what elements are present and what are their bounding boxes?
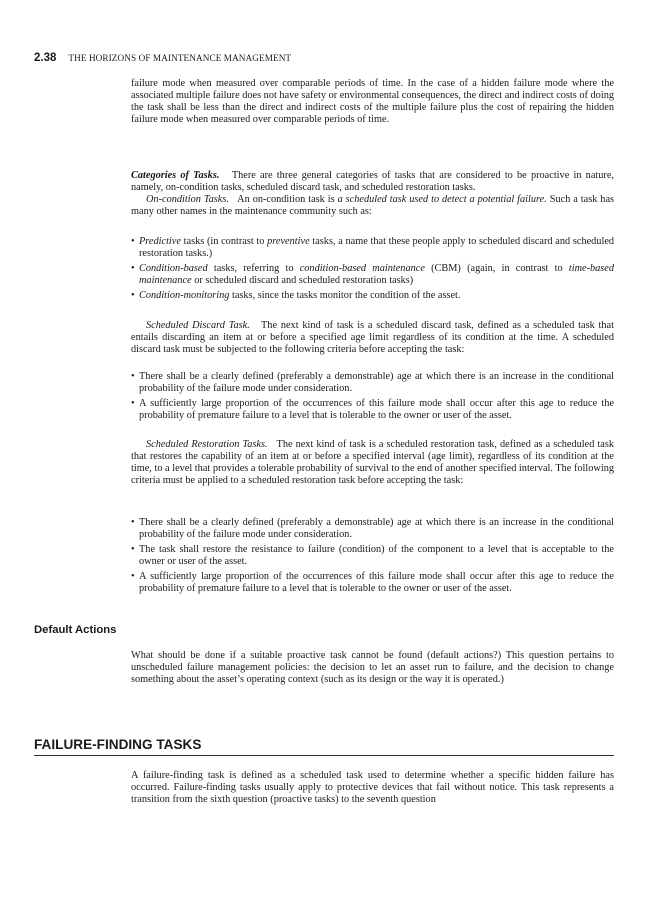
scheduled-discard-criteria	[131, 371, 614, 422]
categories-heading: Categories of Tasks.	[131, 170, 220, 181]
running-title: THE HORIZONS OF MAINTENANCE MANAGEMENT	[68, 53, 292, 63]
task-names-list	[131, 236, 614, 302]
intro-paragraph: failure mode when measured over comparable periods of time. In the case of a hidden failure mode where the associated multiple failure does not have safety or environmental consequences, the direct and indirect costs of doing the task shall be less than the direct and indirect costs of the multiple failure plus the cost of repairing the hidden failure mode when measured over comparable periods of time.	[131, 78, 614, 126]
scheduled-restoration-criteria	[131, 517, 614, 596]
scheduled-discard-heading: Scheduled Discard Task.	[146, 320, 250, 331]
scheduled-discard-paragraph: Scheduled Discard Task. The next kind of task is a scheduled discard task, defined as a scheduled task that entails discarding an item at or before a specified age limit regardless of its condition at the time. A scheduled discard task must be subjected to the following criteria before accepting the task:	[131, 320, 614, 356]
list-item: • A sufficiently large proportion of the occurrences of this failure mode shall occur after this age to reduce the probability of premature failure to a level that is tolerable to the owner or user of the asset.	[131, 571, 614, 595]
default-actions-paragraph: What should be done if a suitable proactive task cannot be found (default actions?) This question pertains to unscheduled failure management policies: the decision to let an asset run to failure, and the decision to change something about the asset’s operating context (such as its design or the way it is operated.)	[131, 650, 614, 686]
list-item: • A sufficiently large proportion of the occurrences of this failure mode shall occur after this age to reduce the probability of premature failure to a level that is tolerable to the owner or user of the asset.	[131, 398, 614, 422]
list-item: • Condition-based tasks, referring to condition-based maintenance (CBM) (again, in contrast to time-based maintenance or scheduled discard and scheduled restoration tasks)	[131, 263, 614, 287]
on-condition-text-2: Such a task has many other names in the maintenance community such as:	[131, 194, 615, 218]
running-header	[34, 48, 291, 66]
section-rule	[34, 755, 614, 756]
categories-section	[131, 170, 614, 218]
list-item: • The task shall restore the resistance to failure (condition) of the component to a level that is acceptable to the owner or user of the asset.	[131, 544, 614, 568]
list-item: • Predictive tasks (in contrast to preventive tasks, a name that these people apply to scheduled discard and scheduled restoration tasks.)	[131, 236, 614, 260]
failure-finding-block	[131, 770, 614, 806]
list-item: • Condition-monitoring tasks, since the tasks monitor the condition of the asset.	[131, 290, 614, 302]
list-item: • There shall be a clearly defined (preferably a demonstrable) age at which there is an increase in the conditional probability of the failure mode under consideration.	[131, 517, 614, 541]
page-number: 2.38	[34, 52, 57, 64]
default-actions-heading: Default Actions	[34, 624, 117, 636]
scheduled-restoration-section	[131, 439, 614, 487]
list-item: • There shall be a clearly defined (preferably a demonstrable) age at which there is an increase in the conditional probability of the failure mode under consideration.	[131, 371, 614, 395]
scheduled-restoration-heading: Scheduled Restoration Tasks.	[146, 439, 268, 450]
failure-finding-heading: FAILURE-FINDING TASKS	[34, 737, 202, 752]
scheduled-discard-section	[131, 320, 614, 356]
on-condition-text: An on-condition task is	[237, 194, 335, 206]
on-condition-paragraph	[131, 194, 614, 218]
categories-paragraph	[131, 170, 614, 194]
on-condition-heading: On-condition Tasks.	[146, 194, 229, 206]
failure-finding-paragraph: A failure-finding task is defined as a scheduled task used to determine whether a specific hidden failure has occurred. Failure-finding tasks usually apply to protective devices that fail without notice. This task represents a transition from the sixth question (proactive tasks) to the seventh question	[131, 770, 614, 806]
scheduled-restoration-paragraph: Scheduled Restoration Tasks. The next kind of task is a scheduled restoration task, defined as a scheduled task that restores the capability of an item at or before a specified interval (age limit), regardless of its condition at the time, to a level that provides a tolerable probability of survival to the end of another specified interval. The following criteria must be applied to a scheduled restoration task before accepting the task:	[131, 439, 614, 487]
default-actions-block	[131, 650, 614, 686]
categories-text: There are three general categories of tasks that are considered to be proactive in nature, namely, on-condition tasks, scheduled discard task, and scheduled restoration tasks.	[131, 170, 614, 194]
on-condition-definition: a scheduled task used to detect a potential failure.	[337, 194, 547, 206]
intro-paragraph-block	[131, 78, 614, 126]
